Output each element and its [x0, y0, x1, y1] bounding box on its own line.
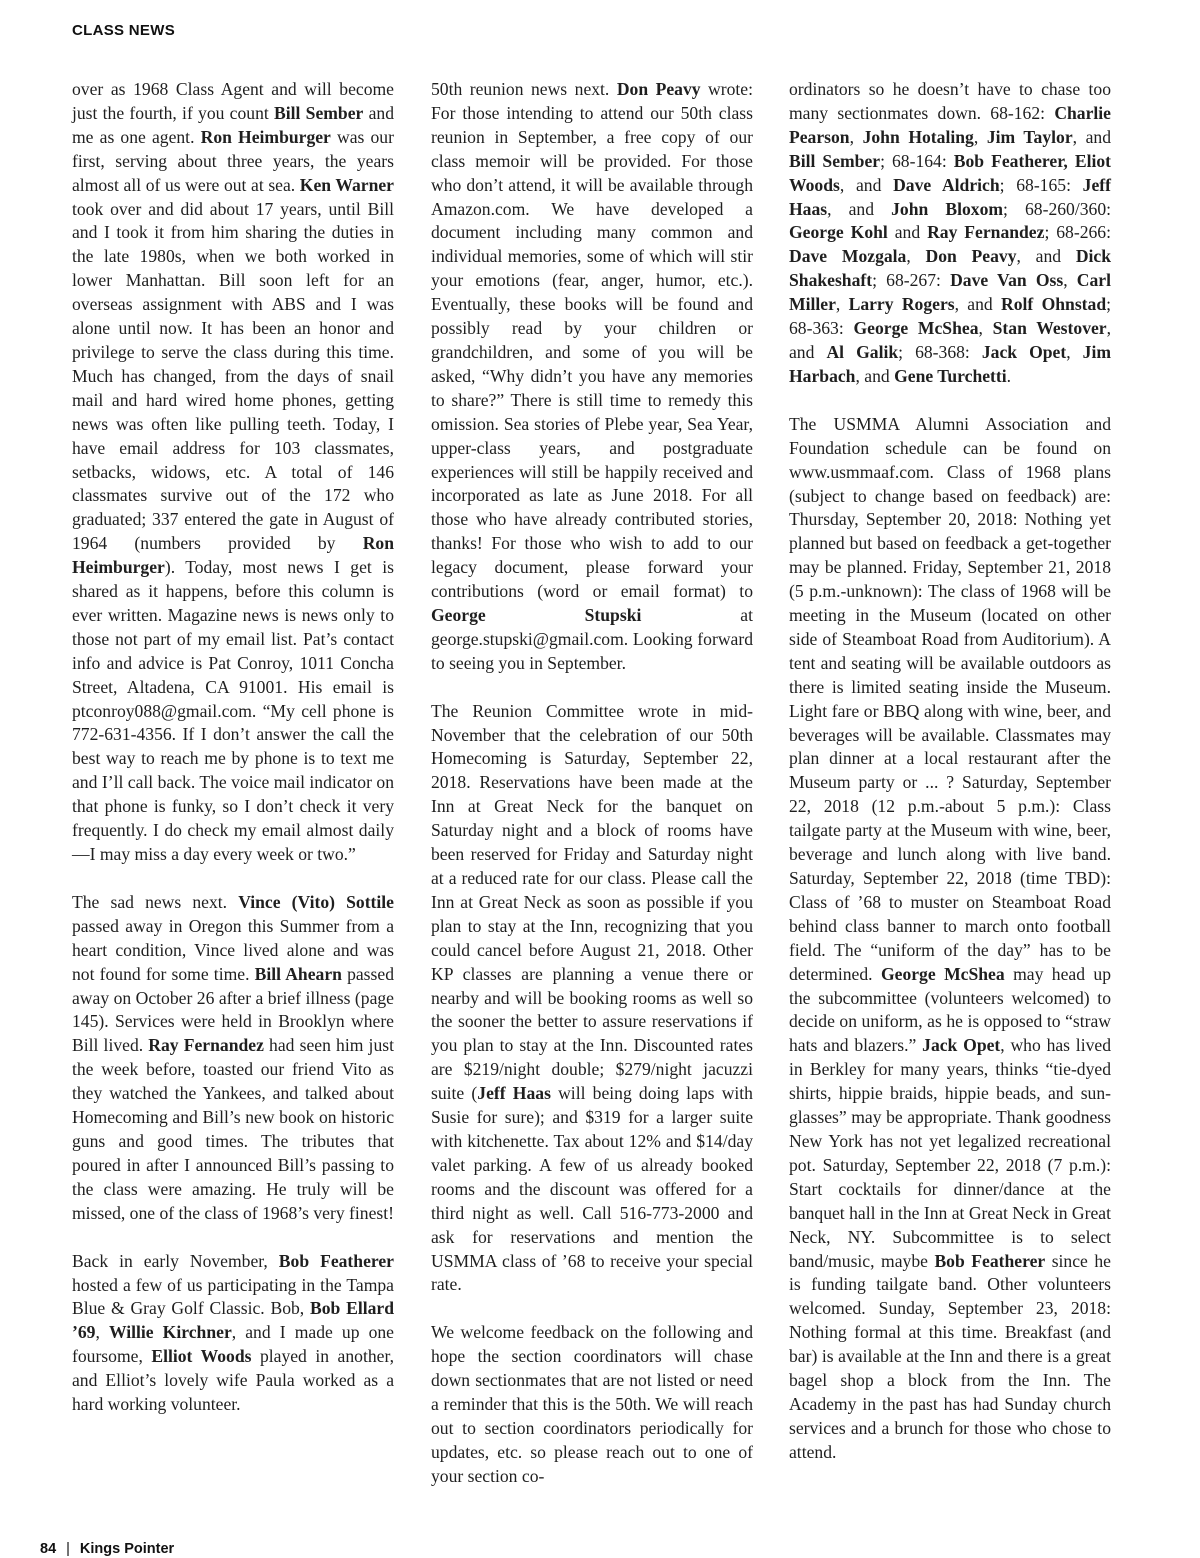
text-run: The sad news next. — [72, 891, 239, 912]
text-run: , and — [1072, 126, 1112, 147]
text-run: , and — [954, 294, 1002, 315]
text-run: , and — [827, 198, 892, 219]
article-paragraph — [431, 700, 753, 1298]
text-run: , — [1066, 341, 1083, 362]
person-name: Dave Aldrich — [893, 174, 1000, 195]
text-run: , — [906, 246, 926, 267]
text-run: , — [849, 126, 863, 147]
text-run: , — [978, 318, 993, 339]
person-name: Gene Turchetti — [894, 365, 1007, 386]
person-name: Bob Featherer — [934, 1250, 1046, 1271]
text-run: , who has lived in Berkley for many years, thinks “tie-dyed shirts, hippie braids, hippie beads, and sun-glasses” may be appropriate. Thank goodness New York has not yet legalized recreational pot. Saturday, September 22, 2018 (7 p.m.): Start cocktails for dinner/dance at the banquet hall in the Inn at Great Neck in Great Neck, NY. Subcommittee is to select band/music, maybe — [789, 1035, 1111, 1271]
text-run: passed away in Oregon this Summer from a heart condition, Vince lived alone and was not found for some time. — [72, 915, 394, 984]
person-name: Ken Warner — [299, 174, 394, 195]
text-run: The Reunion Committee wrote in mid-November that the celebration of our 50th Homecoming is Saturday, September 22, 2018. Reservations have been made at the Inn at Great Neck for the banquet on Saturday night and a block of rooms have been reserved for Friday and Saturday night at a reduced rate for our class. Please call the Inn at Great Neck as soon as possible if you plan to stay at the Inn, recognizing that you could cancel before August 21, 2018. Other KP classes are planning a venue there or nearby and will be booking rooms as well so the sooner the better to assure reservations if you plan to stay at the Inn. Discounted rates are $219/night double; $279/night jacuzzi suite ( — [431, 700, 753, 1104]
person-name: Jack Opet — [981, 341, 1067, 362]
person-name: Ray Fernandez — [148, 1035, 264, 1056]
article-paragraph — [431, 78, 753, 676]
person-name: John Hotaling — [862, 126, 974, 147]
article-column-3 — [789, 78, 1111, 1489]
person-name: Stan Westover — [992, 318, 1107, 339]
article-paragraph — [72, 891, 394, 1226]
text-run: We welcome feedback on the following and hope the section coordinators will chase down sectionmates that are not listed or need a reminder that this is the 50th. We will reach out to section coordinators periodically for updates, etc. so please reach out to one of your section co- — [431, 1322, 753, 1486]
article-column-2 — [431, 78, 753, 1513]
text-run: The USMMA Alumni Association and Foundation schedule can be found on www.usmmaaf.com. Class of 1968 plans (subject to change based on feedback) are: Thursday, September 20, 2018: Nothing yet planned but based on feedback a get-together may be planned. Friday, September 21, 2018 (5 p.m.-unknown): The class of 1968 will be meeting in the Museum (located on other side of Steamboat Road from Auditorium). A tent and seating will be available outdoors as there is limited seating inside the Museum. Light fare or BBQ along with wine, beer, and beverages will be available. Classmates may plan dinner at a local restaurant after the Museum party or ... ? Saturday, September 22, 2018 (12 p.m.-about 5 p.m.): Class tailgate party at the Museum with wine, beer, beverage and lunch along with live band. Saturday, September 22, 2018 (time TBD): Class of ’68 to muster on Steamboat Road behind class banner to march onto football field. The “uniform of the day” has to be determined. — [789, 413, 1111, 984]
text-run: ordinators so he doesn’t have to chase too many sectionmates down. 68-162: — [789, 79, 1111, 123]
person-name: Ron Heimburger — [72, 533, 394, 578]
article-paragraph — [789, 78, 1111, 389]
text-run: may head up the subcommittee (volunteers welcomed) to decide on uniform, as he is opposed to “straw hats and blazers.” — [789, 963, 1112, 1056]
article-paragraph — [789, 413, 1111, 1465]
text-run: . — [1006, 365, 1012, 386]
person-name: Jim Taylor — [986, 126, 1073, 147]
person-name: Jeff Haas — [477, 1083, 551, 1104]
text-run: ; 68-368: — [898, 341, 982, 362]
person-name: Vince (Vito) Sottile — [238, 891, 394, 912]
person-name: Jim Harbach — [789, 341, 1111, 386]
person-name: Don Peavy — [616, 79, 701, 99]
person-name: George Stupski — [431, 604, 642, 625]
person-name: Bill Sember — [274, 102, 364, 123]
person-name: Jack Opet — [922, 1035, 1001, 1056]
person-name: Dave Van Oss — [950, 270, 1064, 291]
text-run: , and I made up one foursome, — [72, 1322, 394, 1367]
person-name: Ron Heimburger — [200, 126, 331, 147]
text-run: will being doing laps with Susie for sure); and $319 for a larger suite with kitchenette. Tax about 12% and $14/day valet parking. A few of us already booked rooms and the discount was offered for a third night as well. Call 516-773-2000 and ask for reservations and mention the USMMA class of ’68 to receive your special rate. — [431, 1083, 753, 1295]
section-header: CLASS NEWS — [72, 22, 176, 39]
person-name: Don Peavy — [925, 246, 1017, 267]
text-run: , — [973, 126, 987, 147]
text-run: , — [1063, 270, 1077, 291]
text-run: ; 68-266: — [1044, 222, 1111, 243]
text-run: , and — [1016, 246, 1076, 267]
text-run: and — [887, 222, 928, 243]
person-name: Ray Fernandez — [927, 222, 1045, 243]
page-number: 84 — [40, 1541, 57, 1557]
article-paragraph — [72, 78, 394, 867]
page-footer — [40, 1541, 174, 1557]
text-run: ; 68-363: — [789, 294, 1111, 339]
person-name: Al Galik — [826, 341, 899, 362]
text-run: since he is funding tailgate band. Other volunteers welcomed. Sunday, September 23, 2018: Nothing formal at this time. Breakfast (and bar) is available at the Inn and there is a great bagel shop a block from the Inn. The Academy in the past has had Sunday church services and a brunch for those who chose to attend. — [789, 1250, 1111, 1462]
text-run: and me as one agent. — [72, 102, 394, 147]
article-paragraph — [72, 1250, 394, 1417]
text-run: , — [835, 294, 849, 315]
person-name: Bob Ellard ’69 — [72, 1298, 394, 1343]
person-name: George Kohl — [789, 222, 888, 243]
text-run: wrote: For those intending to attend our 50th class reunion in September, a free copy of our class memoir will be provided. For those who don’t attend, it will be available through Amazon.com. We have developed a document including many common and individual memories, some of which will stir your emotions (fear, anger, humor, etc.). Eventually, these books will be found and possibly read by your children or grandchildren, and some of you will be asked, “Why didn’t you have any memories to share?” There is still time to remedy this omission. Sea stories of Plebe year, Sea Year, upper-class years, and postgraduate experiences will still be happily received and incorporated as late as June 2018. For all those who have already contributed stories, thanks! For those who wish to add to our legacy document, please forward your contributions (word or email format) to — [431, 79, 753, 602]
text-run: , and — [839, 174, 894, 195]
text-run: ; 68-165: — [999, 174, 1083, 195]
text-run: Back in early November, — [72, 1250, 279, 1271]
text-run: , and — [855, 365, 895, 386]
person-name: Larry Rogers — [848, 294, 955, 315]
person-name: Charlie Pearson — [789, 102, 1111, 147]
person-name: Rolf Ohnstad — [1001, 294, 1107, 315]
text-run: , and — [789, 318, 1112, 362]
person-name: Dick Shakeshaft — [789, 246, 1112, 291]
person-name: Willie Kirchner — [108, 1322, 232, 1343]
text-run: hosted a few of us participating in the Tampa Blue & Gray Golf Classic. Bob, — [72, 1274, 394, 1319]
text-run: was our first, serving about three years, the years almost all of us were out at sea. — [72, 126, 394, 195]
text-run: ). Today, most news I get is shared as it happens, before this column is ever written. Magazine news is news only to those not part of my email list. Pat’s contact info and advice is Pat Conroy, 1011 Concha Street, Altadena, CA 91001. His email is ptconroy088@gmail.com. “My cell phone is 772-631-4356. If I don’t answer the call the best way to reach me by phone is to text me and I’ll call back. The voice mail indicator on that phone is funky, so I don’t check it very frequently. I do check my email almost daily—I may miss a day every week or two.” — [72, 557, 394, 864]
person-name: Jeff Haas — [789, 174, 1111, 219]
person-name: Bill Sember — [789, 150, 881, 171]
text-run: 50th reunion news next. — [431, 79, 617, 99]
article-paragraph — [431, 1321, 753, 1488]
text-run: over as 1968 Class Agent and will become just the fourth, if you count — [72, 79, 394, 123]
publication-name: Kings Pointer — [79, 1541, 175, 1557]
text-run: passed away on October 26 after a brief illness (page 145). Services were held in Brooklyn where Bill lived. — [72, 963, 394, 1056]
person-name: George McShea — [853, 318, 979, 339]
text-run: took over and did about 17 years, until Bill and I took it from him sharing the duties in the late 1980s, when we both worked in lower Manhattan. Bill soon left for an overseas assignment with ABS and I was alone until now. It has been an honor and privilege to serve the class during this time. Much has changed, from the days of snail mail and hard wired home phones, getting news was often like pulling teeth. Today, I have email address for 103 classmates, setbacks, widows, etc. A total of 146 classmates survive out of the 172 who graduated; 337 entered the gate in August of 1964 (numbers provided by — [72, 198, 394, 554]
text-run: at george.stupski@gmail.com. Looking forward to seeing you in September. — [431, 604, 753, 673]
person-name: Dave Mozgala — [789, 246, 907, 267]
person-name: Bob Featherer, Eliot Woods — [789, 150, 1111, 195]
person-name: Bob Featherer — [278, 1250, 394, 1271]
person-name: George McShea — [880, 963, 1005, 984]
footer-separator: | — [66, 1541, 70, 1557]
person-name: Carl Miller — [789, 270, 1111, 315]
person-name: Bill Ahearn — [254, 963, 342, 984]
person-name: John Bloxom — [891, 198, 1004, 219]
text-run: ; 68-260/360: — [1003, 198, 1112, 219]
text-run: played in another, and Elliot’s lovely wife Paula worked as a hard working volunteer. — [72, 1346, 394, 1415]
text-run: ; 68-164: — [880, 150, 954, 171]
person-name: Elliot Woods — [151, 1346, 252, 1367]
article-column-1 — [72, 78, 394, 1441]
text-run: , — [95, 1322, 109, 1343]
text-run: ; 68-267: — [872, 270, 951, 291]
text-run: had seen him just the week before, toasted our friend Vito as they watched the Yankees, and talked about Homecoming and Bill’s new book on historic guns and good times. The tributes that poured in after I announced Bill’s passing to the class were amazing. He truly will be missed, one of the class of 1968’s very finest! — [72, 1035, 394, 1223]
